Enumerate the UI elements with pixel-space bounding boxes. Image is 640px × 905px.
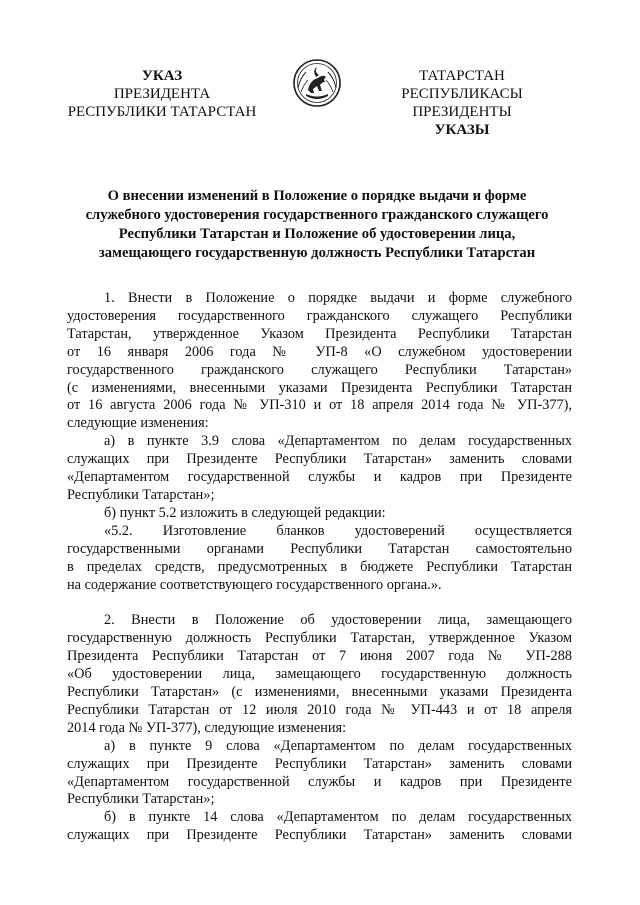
header-right-republic: ТАТАРСТАН РЕСПУБЛИКАСЫ bbox=[401, 68, 523, 102]
title-line: Республики Татарстан и Положение об удостоверении лица, bbox=[118, 226, 516, 242]
header-left-republic: РЕСПУБЛИКИ ТАТАРСТАН bbox=[67, 104, 257, 120]
paragraph-line: б) пункт 5.2 изложить в следующей редакции: bbox=[104, 504, 386, 521]
paragraph-line: служащих при Президенте Республики Татарстан» заменить словами bbox=[67, 827, 572, 844]
title-line: О внесении изменений в Положение о порядке выдачи и форме bbox=[107, 188, 527, 204]
paragraph-line: Республики Татарстан» (с изменениями, внесенными указами Президента bbox=[67, 684, 572, 701]
header-left-block bbox=[62, 67, 262, 121]
paragraph-line: «Департаментом государственной службы и кадров при Президенте bbox=[67, 773, 572, 790]
title-line: служебного удостоверения государственного гражданского служащего bbox=[85, 207, 549, 223]
paragraph-line: а) в пункте 3.9 слова «Департаментом по делам государственных bbox=[104, 433, 572, 450]
title-line: замещающего государственную должность Республики Татарстан bbox=[98, 245, 536, 261]
paragraph-line: от 16 января 2006 года № УП-8 «О служебном удостоверении bbox=[67, 343, 572, 360]
paragraph-line: (с изменениями, внесенными указами Президента Республики Татарстан bbox=[67, 379, 572, 396]
paragraph-line: в пределах средств, предусмотренных в бюджете Республики Татарстан bbox=[67, 558, 572, 575]
paragraph-line: «Об удостоверении лица, замещающего государственную должность bbox=[67, 666, 572, 683]
paragraph-line: служащих при Президенте Республики Татарстан» заменить словами bbox=[67, 451, 572, 468]
paragraph-line: служащих при Президенте Республики Татарстан» заменить словами bbox=[67, 755, 572, 772]
section-1 bbox=[67, 290, 572, 594]
paragraph-line: Республики Татарстан от 12 июля 2010 года № УП-443 и от 18 апреля bbox=[67, 701, 572, 718]
header-right-title: УКАЗЫ bbox=[434, 122, 490, 138]
document-body bbox=[67, 290, 572, 845]
paragraph-line: Республики Татарстан»; bbox=[67, 791, 215, 808]
paragraph-line: б) в пункте 14 слова «Департаментом по делам государственных bbox=[104, 809, 572, 826]
paragraph-line: «Департаментом государственной службы и кадров при Президенте bbox=[67, 469, 572, 486]
header-left-title: УКАЗ bbox=[141, 68, 183, 84]
section-spacer bbox=[67, 594, 572, 612]
paragraph-line: государственную должность Республики Татарстан, утвержденное Указом bbox=[67, 630, 572, 647]
header-left-subtitle: ПРЕЗИДЕНТА bbox=[113, 86, 211, 102]
section-2 bbox=[67, 612, 572, 845]
paragraph-line: государственными органами Республики Татарстан самостоятельно bbox=[67, 540, 572, 557]
paragraph-line: Татарстан, утвержденное Указом Президента Республики Татарстан bbox=[67, 325, 572, 342]
paragraph-line: Республики Татарстан»; bbox=[67, 486, 215, 503]
paragraph-line: государственного гражданского служащего Республики Татарстан» bbox=[67, 361, 572, 378]
paragraph-line: а) в пункте 9 слова «Департаментом по делам государственных bbox=[104, 737, 572, 754]
paragraph-line: «5.2. Изготовление бланков удостоверений осуществляется bbox=[104, 522, 572, 539]
paragraph-line: Президента Республики Татарстан от 7 июня 2007 года № УП-288 bbox=[67, 648, 572, 665]
header-right-block bbox=[362, 67, 562, 139]
document-title bbox=[62, 187, 572, 263]
paragraph-line: 2. Внести в Положение об удостоверении лица, замещающего bbox=[104, 612, 572, 629]
paragraph-line: на содержание соответствующего государственного органа.». bbox=[67, 576, 442, 593]
header-right-subtitle: ПРЕЗИДЕНТЫ bbox=[412, 104, 512, 120]
paragraph-line: 1. Внести в Положение о порядке выдачи и форме служебного bbox=[104, 290, 572, 306]
paragraph-line: от 16 августа 2006 года № УП-310 и от 18 апреля 2014 года № УП-377), bbox=[67, 397, 572, 414]
coat-of-arms-icon bbox=[292, 58, 342, 108]
paragraph-line: 2014 года № УП-377), следующие изменения: bbox=[67, 719, 347, 736]
paragraph-line: удостоверения государственного гражданского служащего Республики bbox=[67, 307, 572, 324]
paragraph-line: следующие изменения: bbox=[67, 415, 209, 432]
